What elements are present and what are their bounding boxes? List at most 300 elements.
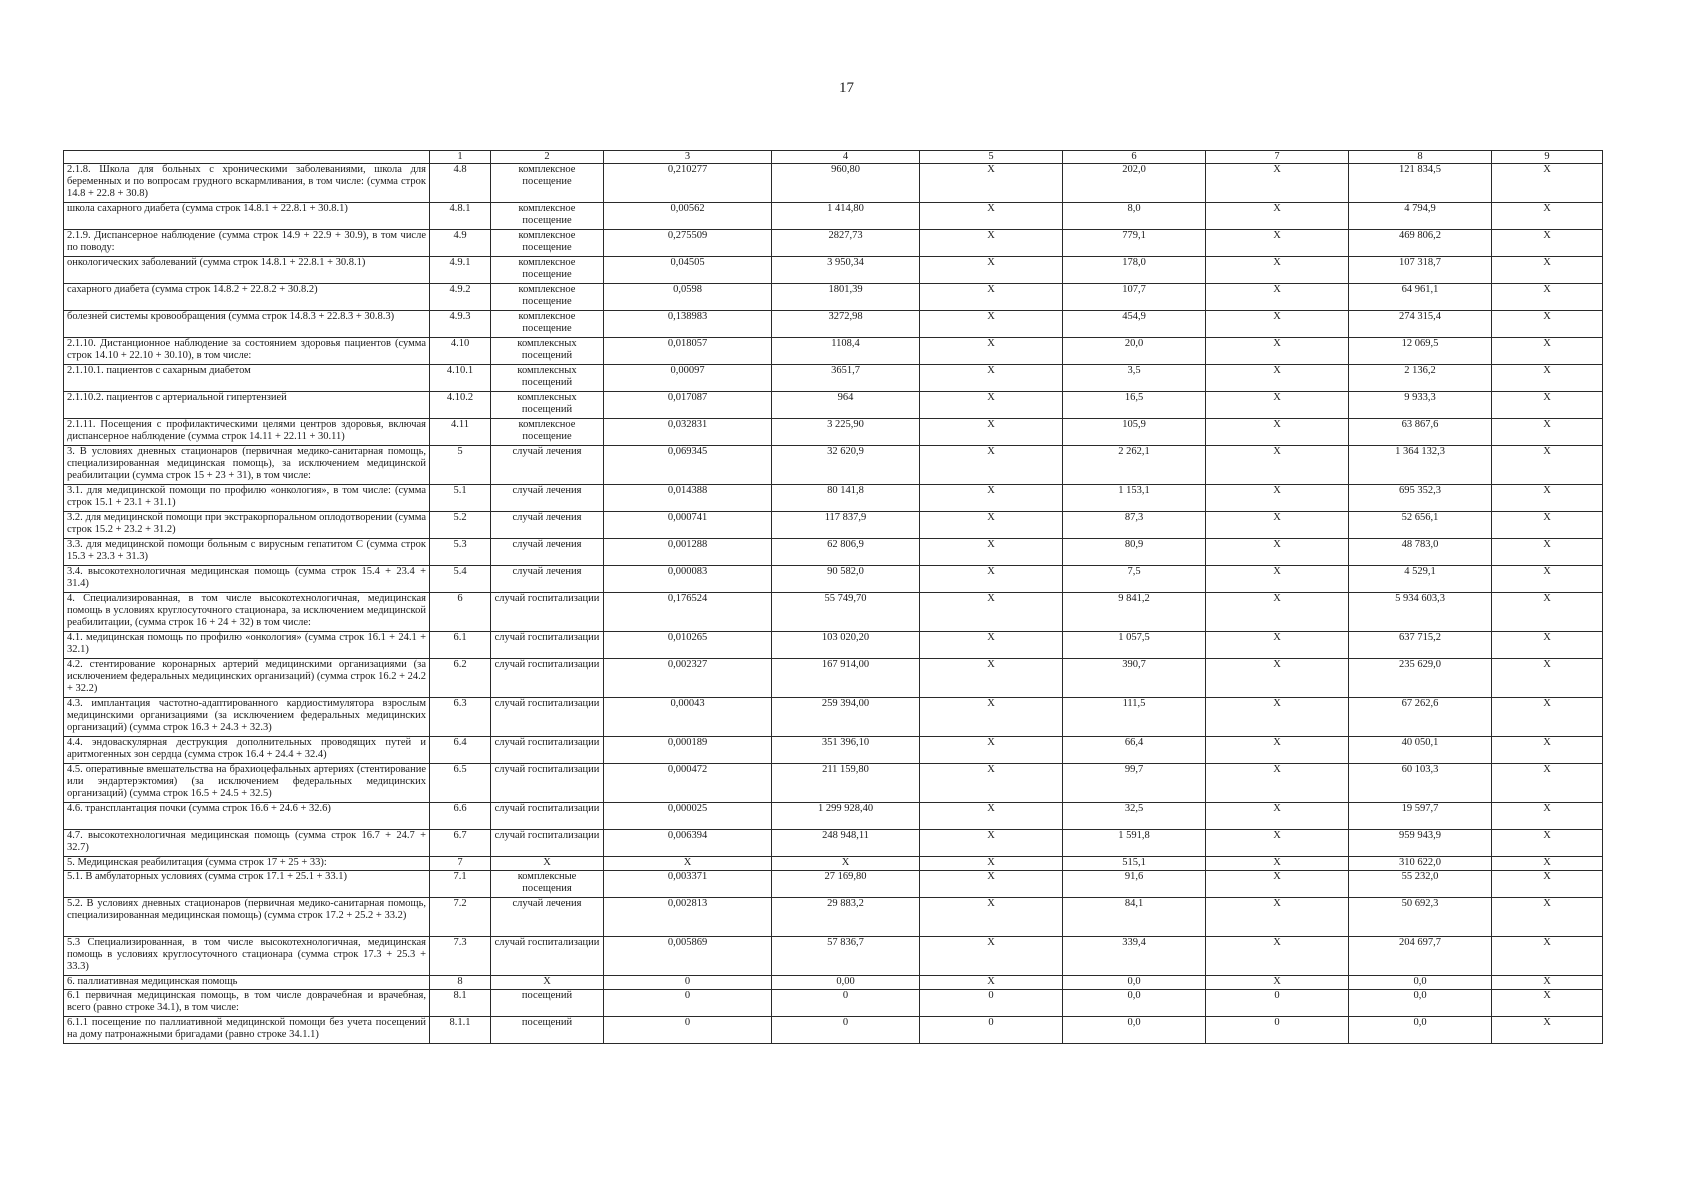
cell-col-8: 40 050,1: [1349, 737, 1492, 764]
cell-col-4: 167 914,00: [772, 659, 920, 698]
cell-col-3: 0,04505: [604, 257, 772, 284]
cell-col-8: 235 629,0: [1349, 659, 1492, 698]
row-description: 3. В условиях дневных стационаров (первичная медико-санитарная помощь, специализированная медицинская помощь), за исключением медицинской реабилитации (сумма строк 15 + 23 + 31), в том числе:: [64, 446, 430, 485]
table-row: [64, 392, 1603, 419]
cell-col-6: 390,7: [1063, 659, 1206, 698]
unit-of-measure: комплексное посещение: [491, 230, 604, 257]
unit-of-measure: X: [491, 857, 604, 871]
row-description: 4.4. эндоваскулярная деструкция дополнительных проводящих путей и аритмогенных зон сердца (сумма строк 16.4 + 24.4 + 32.4): [64, 737, 430, 764]
cell-col-3: 0,069345: [604, 446, 772, 485]
report-table-container: [63, 150, 1603, 1044]
cell-col-3: 0,138983: [604, 311, 772, 338]
row-code: 6.2: [430, 659, 491, 698]
cell-col-6: 779,1: [1063, 230, 1206, 257]
cell-col-5: X: [920, 659, 1063, 698]
row-code: 4.10: [430, 338, 491, 365]
cell-col-8: 637 715,2: [1349, 632, 1492, 659]
cell-col-5: X: [920, 737, 1063, 764]
cell-col-6: 16,5: [1063, 392, 1206, 419]
column-number-row: [64, 151, 1603, 164]
row-description: 2.1.10.2. пациентов с артериальной гипертензией: [64, 392, 430, 419]
cell-col-7: X: [1206, 593, 1349, 632]
report-table: [63, 150, 1603, 1044]
cell-col-5: X: [920, 284, 1063, 311]
cell-col-3: 0,014388: [604, 485, 772, 512]
cell-col-5: X: [920, 937, 1063, 976]
cell-col-7: X: [1206, 764, 1349, 803]
cell-col-9: X: [1492, 446, 1603, 485]
cell-col-9: X: [1492, 659, 1603, 698]
cell-col-9: X: [1492, 632, 1603, 659]
cell-col-7: X: [1206, 857, 1349, 871]
row-code: 5.3: [430, 539, 491, 566]
cell-col-5: X: [920, 512, 1063, 539]
unit-of-measure: случай госпитализации: [491, 698, 604, 737]
cell-col-6: 87,3: [1063, 512, 1206, 539]
cell-col-3: 0,00562: [604, 203, 772, 230]
cell-col-5: X: [920, 164, 1063, 203]
cell-col-6: 7,5: [1063, 566, 1206, 593]
cell-col-8: 469 806,2: [1349, 230, 1492, 257]
row-code: 8: [430, 976, 491, 990]
cell-col-3: 0,000083: [604, 566, 772, 593]
row-code: 4.10.2: [430, 392, 491, 419]
cell-col-5: X: [920, 203, 1063, 230]
row-description: 6. паллиативная медицинская помощь: [64, 976, 430, 990]
cell-col-8: 60 103,3: [1349, 764, 1492, 803]
cell-col-5: X: [920, 539, 1063, 566]
row-code: 6.4: [430, 737, 491, 764]
row-description: 3.1. для медицинской помощи по профилю «онкология», в том числе: (сумма строк 15.1 + 23.1 + 31.1): [64, 485, 430, 512]
row-code: 8.1: [430, 990, 491, 1017]
row-description: 4.1. медицинская помощь по профилю «онкология» (сумма строк 16.1 + 24.1 + 32.1): [64, 632, 430, 659]
cell-col-4: 80 141,8: [772, 485, 920, 512]
cell-col-6: 515,1: [1063, 857, 1206, 871]
row-description: 2.1.10. Дистанционное наблюдение за состоянием здоровья пациентов (сумма строк 14.10 + 22.10 + 30.10), в том числе:: [64, 338, 430, 365]
cell-col-3: 0,000025: [604, 803, 772, 830]
row-description: 4. Специализированная, в том числе высокотехнологичная, медицинская помощь в условиях круглосуточного стационара, за исключением медицинской реабилитации, (сумма строк 16 + 24 + 32) в том числе:: [64, 593, 430, 632]
cell-col-6: 1 057,5: [1063, 632, 1206, 659]
cell-col-9: X: [1492, 737, 1603, 764]
unit-of-measure: случай госпитализации: [491, 632, 604, 659]
table-row: [64, 764, 1603, 803]
table-row: [64, 1017, 1603, 1044]
table-row: [64, 338, 1603, 365]
cell-col-7: X: [1206, 257, 1349, 284]
cell-col-5: X: [920, 419, 1063, 446]
cell-col-9: X: [1492, 230, 1603, 257]
cell-col-8: 0,0: [1349, 990, 1492, 1017]
cell-col-8: 0,0: [1349, 976, 1492, 990]
row-code: 6.7: [430, 830, 491, 857]
cell-col-4: 1 414,80: [772, 203, 920, 230]
table-row: [64, 990, 1603, 1017]
cell-col-9: X: [1492, 990, 1603, 1017]
column-number: 6: [1063, 151, 1206, 164]
cell-col-7: X: [1206, 338, 1349, 365]
unit-of-measure: случай госпитализации: [491, 937, 604, 976]
cell-col-8: 204 697,7: [1349, 937, 1492, 976]
row-description: 5.1. В амбулаторных условиях (сумма строк 17.1 + 25.1 + 33.1): [64, 871, 430, 898]
unit-of-measure: случай госпитализации: [491, 737, 604, 764]
cell-col-8: 4 529,1: [1349, 566, 1492, 593]
table-row: [64, 230, 1603, 257]
cell-col-5: X: [920, 257, 1063, 284]
row-description: 4.2. стентирование коронарных артерий медицинскими организациями (за исключением федеральных медицинских организаций) (сумма строк 16.2 + 24.2 + 32.2): [64, 659, 430, 698]
unit-of-measure: X: [491, 976, 604, 990]
cell-col-9: X: [1492, 203, 1603, 230]
cell-col-8: 12 069,5: [1349, 338, 1492, 365]
row-code: 4.9: [430, 230, 491, 257]
cell-col-7: X: [1206, 937, 1349, 976]
column-number: 4: [772, 151, 920, 164]
cell-col-7: X: [1206, 976, 1349, 990]
cell-col-8: 0,0: [1349, 1017, 1492, 1044]
column-number: 2: [491, 151, 604, 164]
cell-col-9: X: [1492, 803, 1603, 830]
cell-col-5: X: [920, 698, 1063, 737]
row-description: 5.2. В условиях дневных стационаров (первичная медико-санитарная помощь, специализированная медицинская помощь) (сумма строк 17.2 + 25.2 + 33.2): [64, 898, 430, 937]
cell-col-8: 48 783,0: [1349, 539, 1492, 566]
cell-col-4: 351 396,10: [772, 737, 920, 764]
row-description: 6.1 первичная медицинская помощь, в том числе доврачебная и врачебная, всего (равно строке 34.1), в том числе:: [64, 990, 430, 1017]
cell-col-5: X: [920, 976, 1063, 990]
cell-col-7: X: [1206, 803, 1349, 830]
cell-col-3: 0,000472: [604, 764, 772, 803]
table-row: [64, 976, 1603, 990]
cell-col-9: X: [1492, 764, 1603, 803]
unit-of-measure: комплексных посещений: [491, 392, 604, 419]
cell-col-7: X: [1206, 446, 1349, 485]
unit-of-measure: случай лечения: [491, 539, 604, 566]
cell-col-6: 2 262,1: [1063, 446, 1206, 485]
cell-col-8: 52 656,1: [1349, 512, 1492, 539]
cell-col-8: 310 622,0: [1349, 857, 1492, 871]
cell-col-5: X: [920, 764, 1063, 803]
cell-col-4: 62 806,9: [772, 539, 920, 566]
cell-col-6: 0,0: [1063, 1017, 1206, 1044]
cell-col-3: 0,018057: [604, 338, 772, 365]
unit-of-measure: случай лечения: [491, 485, 604, 512]
row-code: 4.10.1: [430, 365, 491, 392]
unit-of-measure: комплексное посещение: [491, 311, 604, 338]
column-number: 9: [1492, 151, 1603, 164]
cell-col-7: X: [1206, 737, 1349, 764]
cell-col-4: 248 948,11: [772, 830, 920, 857]
unit-of-measure: случай госпитализации: [491, 830, 604, 857]
cell-col-4: 3651,7: [772, 365, 920, 392]
cell-col-6: 91,6: [1063, 871, 1206, 898]
cell-col-7: X: [1206, 698, 1349, 737]
cell-col-4: 117 837,9: [772, 512, 920, 539]
cell-col-4: 1801,39: [772, 284, 920, 311]
cell-col-5: X: [920, 593, 1063, 632]
cell-col-9: X: [1492, 1017, 1603, 1044]
cell-col-7: X: [1206, 392, 1349, 419]
cell-col-7: X: [1206, 365, 1349, 392]
cell-col-7: X: [1206, 566, 1349, 593]
cell-col-8: 9 933,3: [1349, 392, 1492, 419]
cell-col-3: 0,176524: [604, 593, 772, 632]
cell-col-3: 0,005869: [604, 937, 772, 976]
cell-col-7: X: [1206, 898, 1349, 937]
table-row: [64, 311, 1603, 338]
cell-col-3: 0,275509: [604, 230, 772, 257]
cell-col-8: 2 136,2: [1349, 365, 1492, 392]
table-row: [64, 203, 1603, 230]
row-code: 6.1: [430, 632, 491, 659]
cell-col-9: X: [1492, 698, 1603, 737]
cell-col-3: 0: [604, 1017, 772, 1044]
cell-col-5: X: [920, 803, 1063, 830]
cell-col-9: X: [1492, 392, 1603, 419]
cell-col-3: 0,002813: [604, 898, 772, 937]
row-description: 4.6. трансплантация почки (сумма строк 16.6 + 24.6 + 32.6): [64, 803, 430, 830]
cell-col-3: 0,00043: [604, 698, 772, 737]
cell-col-4: 3272,98: [772, 311, 920, 338]
row-code: 4.8.1: [430, 203, 491, 230]
row-code: 7.1: [430, 871, 491, 898]
cell-col-3: X: [604, 857, 772, 871]
cell-col-9: X: [1492, 566, 1603, 593]
unit-of-measure: случай госпитализации: [491, 593, 604, 632]
row-code: 5.4: [430, 566, 491, 593]
table-row: [64, 937, 1603, 976]
cell-col-6: 178,0: [1063, 257, 1206, 284]
cell-col-7: X: [1206, 632, 1349, 659]
column-number: 3: [604, 151, 772, 164]
cell-col-8: 4 794,9: [1349, 203, 1492, 230]
table-row: [64, 566, 1603, 593]
row-code: 6: [430, 593, 491, 632]
cell-col-6: 454,9: [1063, 311, 1206, 338]
column-number: 7: [1206, 151, 1349, 164]
unit-of-measure: посещений: [491, 990, 604, 1017]
table-row: [64, 365, 1603, 392]
cell-col-7: X: [1206, 512, 1349, 539]
cell-col-8: 959 943,9: [1349, 830, 1492, 857]
cell-col-4: 960,80: [772, 164, 920, 203]
cell-col-9: X: [1492, 338, 1603, 365]
table-row: [64, 871, 1603, 898]
row-code: 4.8: [430, 164, 491, 203]
row-code: 5.2: [430, 512, 491, 539]
table-row: [64, 539, 1603, 566]
cell-col-4: 0: [772, 1017, 920, 1044]
row-description: 4.5. оперативные вмешательства на брахиоцефальных артериях (стентирование или эндартерэктомия) (за исключением федеральных медицинских организаций) (сумма строк 16.5 + 24.5 + 32.5): [64, 764, 430, 803]
page-number: 17: [839, 80, 854, 96]
cell-col-3: 0,00097: [604, 365, 772, 392]
cell-col-8: 50 692,3: [1349, 898, 1492, 937]
cell-col-6: 3,5: [1063, 365, 1206, 392]
cell-col-3: 0,010265: [604, 632, 772, 659]
cell-col-5: X: [920, 338, 1063, 365]
cell-col-9: X: [1492, 898, 1603, 937]
cell-col-3: 0,006394: [604, 830, 772, 857]
table-row: [64, 512, 1603, 539]
cell-col-6: 111,5: [1063, 698, 1206, 737]
cell-col-9: X: [1492, 365, 1603, 392]
row-code: 4.9.2: [430, 284, 491, 311]
row-description: 2.1.10.1. пациентов с сахарным диабетом: [64, 365, 430, 392]
cell-col-4: 259 394,00: [772, 698, 920, 737]
cell-col-8: 5 934 603,3: [1349, 593, 1492, 632]
cell-col-4: 0,00: [772, 976, 920, 990]
table-row: [64, 898, 1603, 937]
table-row: [64, 857, 1603, 871]
cell-col-8: 107 318,7: [1349, 257, 1492, 284]
row-description: онкологических заболеваний (сумма строк 14.8.1 + 22.8.1 + 30.8.1): [64, 257, 430, 284]
cell-col-4: 2827,73: [772, 230, 920, 257]
cell-col-6: 0,0: [1063, 990, 1206, 1017]
cell-col-9: X: [1492, 311, 1603, 338]
table-row: [64, 698, 1603, 737]
cell-col-7: X: [1206, 659, 1349, 698]
column-number: 1: [430, 151, 491, 164]
row-description: 2.1.8. Школа для больных с хроническими заболеваниями, школа для беременных и по вопросам грудного вскармливания, в том числе: (сумма строк 14.8 + 22.8 + 30.8): [64, 164, 430, 203]
row-description: 6.1.1 посещение по паллиативной медицинской помощи без учета посещений на дому патронажными бригадами (равно строке 34.1.1): [64, 1017, 430, 1044]
cell-col-7: X: [1206, 485, 1349, 512]
cell-col-8: 67 262,6: [1349, 698, 1492, 737]
cell-col-9: X: [1492, 830, 1603, 857]
unit-of-measure: случай госпитализации: [491, 764, 604, 803]
cell-col-4: 964: [772, 392, 920, 419]
cell-col-7: X: [1206, 871, 1349, 898]
cell-col-5: X: [920, 365, 1063, 392]
cell-col-8: 55 232,0: [1349, 871, 1492, 898]
cell-col-5: X: [920, 632, 1063, 659]
cell-col-6: 66,4: [1063, 737, 1206, 764]
cell-col-5: X: [920, 566, 1063, 593]
row-code: 5.1: [430, 485, 491, 512]
row-code: 8.1.1: [430, 1017, 491, 1044]
unit-of-measure: посещений: [491, 1017, 604, 1044]
cell-col-5: X: [920, 230, 1063, 257]
cell-col-9: X: [1492, 164, 1603, 203]
cell-col-3: 0,001288: [604, 539, 772, 566]
row-description: 4.3. имплантация частотно-адаптированного кардиостимулятора взрослым медицинскими организациями (за исключением федеральных медицинских организаций) (сумма строк 16.3 + 24.3 + 32.3): [64, 698, 430, 737]
cell-col-4: X: [772, 857, 920, 871]
unit-of-measure: случай госпитализации: [491, 659, 604, 698]
unit-of-measure: случай лечения: [491, 446, 604, 485]
cell-col-3: 0: [604, 990, 772, 1017]
cell-col-7: 0: [1206, 1017, 1349, 1044]
row-description: 3.3. для медицинской помощи больным с вирусным гепатитом С (сумма строк 15.3 + 23.3 + 31.3): [64, 539, 430, 566]
cell-col-8: 274 315,4: [1349, 311, 1492, 338]
unit-of-measure: случай лечения: [491, 566, 604, 593]
row-description: 2.1.9. Диспансерное наблюдение (сумма строк 14.9 + 22.9 + 30.9), в том числе по поводу:: [64, 230, 430, 257]
cell-col-9: X: [1492, 257, 1603, 284]
row-description: 3.4. высокотехнологичная медицинская помощь (сумма строк 15.4 + 23.4 + 31.4): [64, 566, 430, 593]
cell-col-7: X: [1206, 164, 1349, 203]
cell-col-4: 55 749,70: [772, 593, 920, 632]
cell-col-7: X: [1206, 284, 1349, 311]
cell-col-9: X: [1492, 485, 1603, 512]
cell-col-4: 103 020,20: [772, 632, 920, 659]
cell-col-8: 19 597,7: [1349, 803, 1492, 830]
cell-col-9: X: [1492, 419, 1603, 446]
unit-of-measure: случай лечения: [491, 512, 604, 539]
cell-col-4: 90 582,0: [772, 566, 920, 593]
cell-col-9: X: [1492, 512, 1603, 539]
row-code: 4.9.1: [430, 257, 491, 284]
cell-col-5: X: [920, 311, 1063, 338]
cell-col-7: X: [1206, 203, 1349, 230]
row-description: 3.2. для медицинской помощи при экстракорпоральном оплодотворении (сумма строк 15.2 + 23.2 + 31.2): [64, 512, 430, 539]
row-code: 6.3: [430, 698, 491, 737]
cell-col-5: X: [920, 392, 1063, 419]
cell-col-4: 3 225,90: [772, 419, 920, 446]
cell-col-3: 0,003371: [604, 871, 772, 898]
row-code: 6.5: [430, 764, 491, 803]
cell-col-5: X: [920, 446, 1063, 485]
cell-col-8: 121 834,5: [1349, 164, 1492, 203]
unit-of-measure: комплексных посещений: [491, 338, 604, 365]
row-description: школа сахарного диабета (сумма строк 14.8.1 + 22.8.1 + 30.8.1): [64, 203, 430, 230]
cell-col-9: X: [1492, 976, 1603, 990]
table-row: [64, 257, 1603, 284]
cell-col-8: 63 867,6: [1349, 419, 1492, 446]
cell-col-7: X: [1206, 230, 1349, 257]
unit-of-measure: комплексное посещение: [491, 284, 604, 311]
column-number: 5: [920, 151, 1063, 164]
cell-col-3: 0,210277: [604, 164, 772, 203]
unit-of-measure: комплексных посещений: [491, 365, 604, 392]
cell-col-6: 1 591,8: [1063, 830, 1206, 857]
table-row: [64, 830, 1603, 857]
column-number: 8: [1349, 151, 1492, 164]
row-code: 7.3: [430, 937, 491, 976]
cell-col-4: 1 299 928,40: [772, 803, 920, 830]
cell-col-8: 695 352,3: [1349, 485, 1492, 512]
cell-col-9: X: [1492, 857, 1603, 871]
cell-col-9: X: [1492, 937, 1603, 976]
cell-col-4: 57 836,7: [772, 937, 920, 976]
cell-col-4: 32 620,9: [772, 446, 920, 485]
cell-col-5: X: [920, 857, 1063, 871]
cell-col-9: X: [1492, 593, 1603, 632]
cell-col-7: X: [1206, 311, 1349, 338]
cell-col-9: X: [1492, 539, 1603, 566]
row-description: сахарного диабета (сумма строк 14.8.2 + 22.8.2 + 30.8.2): [64, 284, 430, 311]
cell-col-6: 0,0: [1063, 976, 1206, 990]
table-row: [64, 164, 1603, 203]
cell-col-6: 84,1: [1063, 898, 1206, 937]
unit-of-measure: комплексное посещение: [491, 419, 604, 446]
row-description: 2.1.11. Посещения с профилактическими целями центров здоровья, включая диспансерное наблюдение (сумма строк 14.11 + 22.11 + 30.11): [64, 419, 430, 446]
cell-col-6: 202,0: [1063, 164, 1206, 203]
row-code: 7.2: [430, 898, 491, 937]
cell-col-4: 1108,4: [772, 338, 920, 365]
unit-of-measure: комплексное посещение: [491, 257, 604, 284]
cell-col-6: 99,7: [1063, 764, 1206, 803]
table-row: [64, 737, 1603, 764]
cell-col-7: 0: [1206, 990, 1349, 1017]
cell-col-5: X: [920, 830, 1063, 857]
table-row: [64, 803, 1603, 830]
cell-col-8: 1 364 132,3: [1349, 446, 1492, 485]
table-row: [64, 593, 1603, 632]
cell-col-5: 0: [920, 990, 1063, 1017]
cell-col-4: 211 159,80: [772, 764, 920, 803]
table-row: [64, 659, 1603, 698]
row-description: 5.3 Специализированная, в том числе высокотехнологичная, медицинская помощь в условиях круглосуточного стационара (сумма строк 17.3 + 25.3 + 33.3): [64, 937, 430, 976]
unit-of-measure: комплексное посещение: [491, 164, 604, 203]
cell-col-4: 29 883,2: [772, 898, 920, 937]
cell-col-3: 0,017087: [604, 392, 772, 419]
cell-col-3: 0,000741: [604, 512, 772, 539]
cell-col-6: 8,0: [1063, 203, 1206, 230]
